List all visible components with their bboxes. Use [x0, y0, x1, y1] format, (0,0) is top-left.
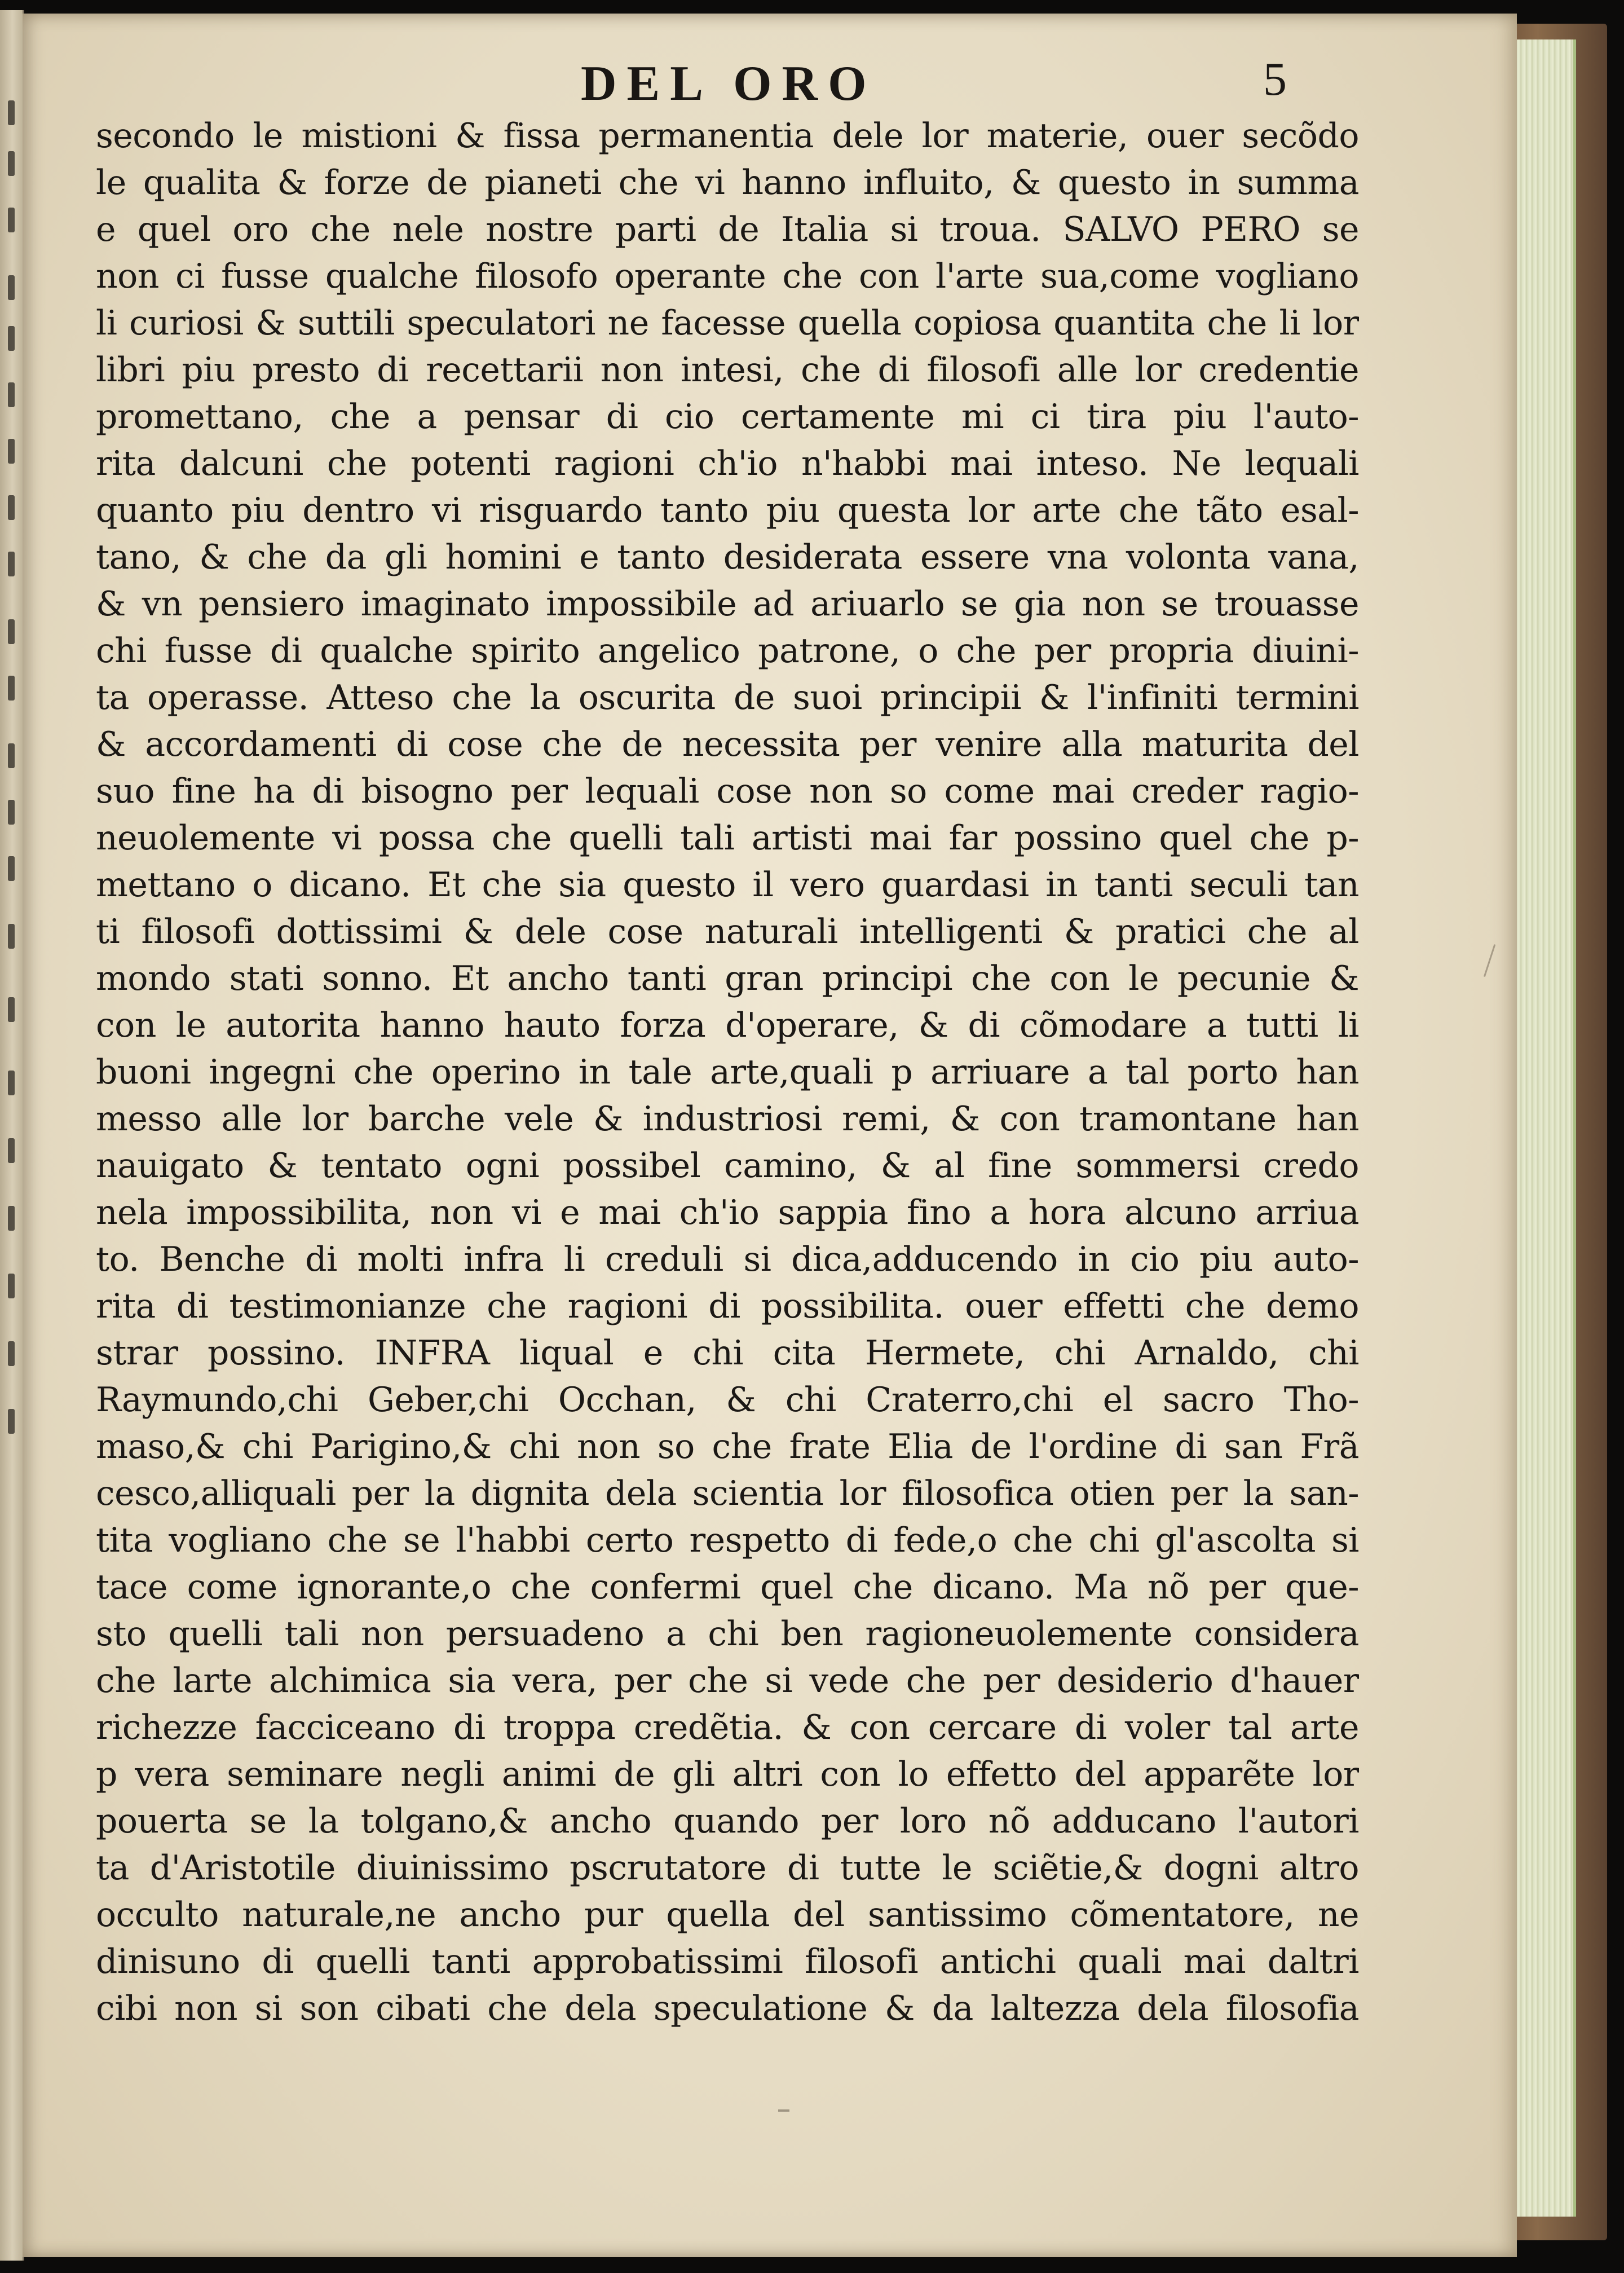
bleed-mark: [8, 1409, 15, 1434]
text-line: Raymundo,chi Geber,chi Occhan, & chi Craterro,chi el sacro Tho-: [96, 1380, 1359, 1420]
text-line: cesco,alliquali per la dignita dela scientia lor filosofica otien per la san-: [96, 1474, 1359, 1513]
bleed-mark: [8, 676, 15, 701]
facing-page-edge: [0, 10, 24, 2261]
running-head: [23, 50, 1517, 117]
text-line: secondo le mistioni & fissa permanentia dele lor materie, ouer secõdo: [96, 116, 1359, 156]
text-line: mondo stati sonno. Et ancho tanti gran principi che con le pecunie &: [96, 959, 1359, 998]
running-title: DEL ORO: [581, 56, 877, 111]
margin-mark: [1484, 944, 1499, 978]
bottom-mark: [778, 2109, 789, 2112]
bleed-mark: [8, 1341, 15, 1366]
bleed-mark: [8, 1206, 15, 1231]
text-line: buoni ingegni che operino in tale arte,quali p arriuare a tal porto han: [96, 1052, 1359, 1092]
bleed-mark: [8, 151, 15, 176]
body-text: [96, 113, 1359, 2032]
bleed-mark: [8, 1138, 15, 1163]
text-line: tano, & che da gli homini e tanto desiderata essere vna volonta vana,: [96, 538, 1359, 577]
text-line: dinisuno di quelli tanti approbatissimi filosofi antichi quali mai daltri: [96, 1942, 1359, 1981]
text-line: strar possino. INFRA liqual e chi cita Hermete, chi Arnaldo, chi: [96, 1333, 1359, 1373]
text-line: mettano o dicano. Et che sia questo il vero guardasi in tanti seculi tan: [96, 865, 1359, 905]
bleed-mark: [8, 743, 15, 768]
printed-page: [23, 14, 1517, 2257]
text-line: ta operasse. Atteso che la oscurita de suoi principii & l'infiniti termini: [96, 678, 1359, 717]
text-line: cibi non si son cibati che dela speculatione & da laltezza dela filosofia: [96, 1989, 1359, 2028]
text-line: pouerta se la tolgano,& ancho quando per loro nõ adducano l'autori: [96, 1801, 1359, 1841]
bleed-mark: [8, 552, 15, 576]
bleed-mark: [8, 100, 15, 125]
text-line: libri piu presto di recettarii non intesi, che di filosofi alle lor credentie: [96, 350, 1359, 390]
bleed-mark: [8, 275, 15, 300]
text-line: rita dalcuni che potenti ragioni ch'io n'habbi mai inteso. Ne lequali: [96, 444, 1359, 483]
bleed-mark: [8, 856, 15, 881]
bleed-mark: [8, 1071, 15, 1095]
bleed-mark: [8, 326, 15, 351]
text-line: messo alle lor barche vele & industriosi remi, & con tramontane han: [96, 1099, 1359, 1139]
text-line: li curiosi & suttili speculatori ne facesse quella copiosa quantita che li lor: [96, 303, 1359, 343]
page-block-edges: [1515, 39, 1576, 2217]
bleed-mark: [8, 619, 15, 644]
text-line: tace come ignorante,o che confermi quel che dicano. Ma nõ per que-: [96, 1567, 1359, 1607]
text-line: promettano, che a pensar di cio certamente mi ci tira piu l'auto-: [96, 397, 1359, 437]
text-line: sto quelli tali non persuadeno a chi ben ragioneuolemente considera: [96, 1614, 1359, 1654]
text-line: richezze facciceano di troppa credẽtia. & con cercare di voler tal arte: [96, 1708, 1359, 1747]
text-line: tita vogliano che se l'habbi certo respetto di fede,o che chi gl'ascolta si: [96, 1521, 1359, 1560]
text-line: quanto piu dentro vi risguardo tanto piu questa lor arte che tãto esal-: [96, 491, 1359, 530]
text-line: neuolemente vi possa che quelli tali artisti mai far possino quel che p-: [96, 818, 1359, 858]
text-line: non ci fusse qualche filosofo operante che con l'arte sua,come vogliano: [96, 257, 1359, 296]
text-line: nela impossibilita, non vi e mai ch'io sappia fino a hora alcuno arriua: [96, 1193, 1359, 1232]
page-number: 5: [1263, 53, 1287, 105]
text-line: & accordamenti di cose che de necessita per venire alla maturita del: [96, 725, 1359, 764]
text-line: occulto naturale,ne ancho pur quella del santissimo cõmentatore, ne: [96, 1895, 1359, 1935]
bleed-mark: [8, 997, 15, 1022]
text-line: & vn pensiero imaginato impossibile ad ariuarlo se gia non se trouasse: [96, 584, 1359, 624]
text-line: che larte alchimica sia vera, per che si vede che per desiderio d'hauer: [96, 1661, 1359, 1701]
bleed-mark: [8, 924, 15, 949]
bleed-mark: [8, 439, 15, 464]
bleed-mark: [8, 800, 15, 825]
text-line: ti filosofi dottissimi & dele cose naturali intelligenti & pratici che al: [96, 912, 1359, 952]
text-line: suo fine ha di bisogno per lequali cose non so come mai creder ragio-: [96, 772, 1359, 811]
bleed-mark: [8, 208, 15, 232]
text-line: rita di testimonianze che ragioni di possibilita. ouer effetti che demo: [96, 1287, 1359, 1326]
text-line: ta d'Aristotile diuinissimo pscrutatore di tutte le sciẽtie,& dogni altro: [96, 1848, 1359, 1888]
text-line: to. Benche di molti infra li creduli si dica,adducendo in cio piu auto-: [96, 1240, 1359, 1279]
text-line: chi fusse di qualche spirito angelico patrone, o che per propria diuini-: [96, 631, 1359, 671]
text-line: con le autorita hanno hauto forza d'operare, & di cõmodare a tutti li: [96, 1006, 1359, 1045]
text-line: e quel oro che nele nostre parti de Italia si troua. SALVO PERO se: [96, 210, 1359, 249]
text-line: nauigato & tentato ogni possibel camino, & al fine sommersi credo: [96, 1146, 1359, 1186]
text-line: p vera seminare negli animi de gli altri con lo effetto del apparẽte lor: [96, 1755, 1359, 1794]
bleed-mark: [8, 495, 15, 520]
bleed-mark: [8, 1274, 15, 1298]
text-line: le qualita & forze de pianeti che vi hanno influito, & questo in summa: [96, 163, 1359, 202]
text-line: maso,& chi Parigino,& chi non so che frate Elia de l'ordine di san Frã: [96, 1427, 1359, 1466]
bleed-mark: [8, 382, 15, 407]
